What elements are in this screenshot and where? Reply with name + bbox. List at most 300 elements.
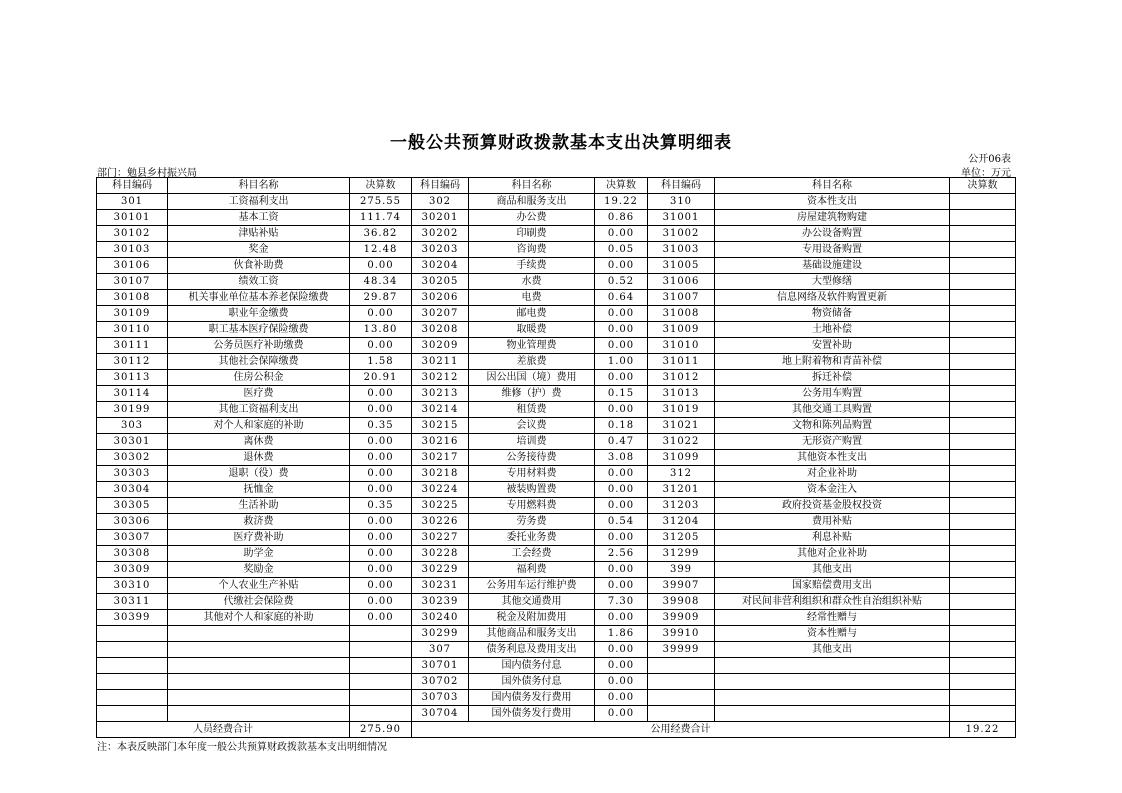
code-cell: 30308 xyxy=(97,546,168,562)
table-row xyxy=(97,642,1016,658)
code-cell: 39908 xyxy=(648,594,715,610)
amount-cell xyxy=(950,242,1016,258)
name-cell xyxy=(168,674,350,690)
amount-cell: 20.91 xyxy=(350,370,412,386)
name-cell: 经常性赠与 xyxy=(715,610,950,626)
name-cell: 住房公积金 xyxy=(168,370,350,386)
code-cell: 30199 xyxy=(97,402,168,418)
amount-cell: 0.00 xyxy=(595,498,648,514)
amount-cell xyxy=(350,674,412,690)
name-cell: 税金及附加费用 xyxy=(469,610,595,626)
code-cell: 31011 xyxy=(648,354,715,370)
amount-cell: 275.55 xyxy=(350,194,412,210)
name-cell xyxy=(168,658,350,674)
amount-cell xyxy=(950,706,1016,722)
name-cell: 委托业务费 xyxy=(469,530,595,546)
personnel-total-label: 人员经费合计 xyxy=(97,722,350,738)
column-header: 科目名称 xyxy=(715,178,950,194)
table-row xyxy=(97,194,1016,210)
code-cell: 31205 xyxy=(648,530,715,546)
code-cell: 30214 xyxy=(412,402,469,418)
name-cell: 公务用车购置 xyxy=(715,386,950,402)
column-header: 科目编码 xyxy=(412,178,469,194)
amount-cell: 0.00 xyxy=(350,306,412,322)
amount-cell xyxy=(950,370,1016,386)
amount-cell: 0.00 xyxy=(350,258,412,274)
code-cell: 30309 xyxy=(97,562,168,578)
code-cell xyxy=(97,642,168,658)
amount-cell: 2.56 xyxy=(595,546,648,562)
table-row xyxy=(97,338,1016,354)
amount-cell xyxy=(950,434,1016,450)
name-cell xyxy=(168,706,350,722)
table-row xyxy=(97,706,1016,722)
code-cell: 312 xyxy=(648,466,715,482)
column-header: 决算数 xyxy=(950,178,1016,194)
name-cell xyxy=(715,658,950,674)
amount-cell: 0.00 xyxy=(350,450,412,466)
code-cell: 30211 xyxy=(412,354,469,370)
code-cell: 31009 xyxy=(648,322,715,338)
amount-cell: 0.00 xyxy=(595,322,648,338)
amount-cell: 0.00 xyxy=(350,466,412,482)
code-cell: 302 xyxy=(412,194,469,210)
name-cell: 被装购置费 xyxy=(469,482,595,498)
column-header: 决算数 xyxy=(595,178,648,194)
code-cell: 30103 xyxy=(97,242,168,258)
amount-cell: 1.00 xyxy=(595,354,648,370)
name-cell: 专用材料费 xyxy=(469,466,595,482)
code-cell: 31006 xyxy=(648,274,715,290)
footnote: 注：本表反映部门本年度一般公共预算财政拨款基本支出明细情况 xyxy=(97,742,387,753)
code-cell: 31007 xyxy=(648,290,715,306)
name-cell: 其他交通费用 xyxy=(469,594,595,610)
table-row xyxy=(97,370,1016,386)
amount-cell: 0.00 xyxy=(595,674,648,690)
amount-cell xyxy=(950,562,1016,578)
code-cell: 30108 xyxy=(97,290,168,306)
code-cell: 303 xyxy=(97,418,168,434)
name-cell: 代缴社会保险费 xyxy=(168,594,350,610)
code-cell: 30701 xyxy=(412,658,469,674)
table-row xyxy=(97,466,1016,482)
amount-cell: 0.00 xyxy=(350,610,412,626)
code-cell: 31021 xyxy=(648,418,715,434)
amount-cell: 0.00 xyxy=(595,402,648,418)
unit-label: 单位：万元 xyxy=(961,168,1011,179)
code-cell: 30306 xyxy=(97,514,168,530)
code-cell: 30209 xyxy=(412,338,469,354)
name-cell: 退职（役）费 xyxy=(168,466,350,482)
code-cell: 30229 xyxy=(412,562,469,578)
code-cell: 30301 xyxy=(97,434,168,450)
code-cell xyxy=(97,706,168,722)
amount-cell: 0.00 xyxy=(350,530,412,546)
name-cell: 奖励金 xyxy=(168,562,350,578)
code-cell: 30203 xyxy=(412,242,469,258)
amount-cell xyxy=(950,658,1016,674)
amount-cell: 0.00 xyxy=(350,546,412,562)
code-cell: 31002 xyxy=(648,226,715,242)
table-row xyxy=(97,530,1016,546)
amount-cell: 0.00 xyxy=(595,610,648,626)
amount-cell xyxy=(350,690,412,706)
amount-cell: 0.00 xyxy=(350,434,412,450)
amount-cell xyxy=(950,386,1016,402)
amount-cell xyxy=(950,530,1016,546)
name-cell: 取暖费 xyxy=(469,322,595,338)
table-row xyxy=(97,354,1016,370)
amount-cell: 7.30 xyxy=(595,594,648,610)
code-cell: 399 xyxy=(648,562,715,578)
code-cell: 39909 xyxy=(648,610,715,626)
name-cell: 其他工资福利支出 xyxy=(168,402,350,418)
name-cell: 政府投资基金股权投资 xyxy=(715,498,950,514)
name-cell: 公务员医疗补助缴费 xyxy=(168,338,350,354)
amount-cell: 0.00 xyxy=(595,578,648,594)
name-cell: 职工基本医疗保险缴费 xyxy=(168,322,350,338)
code-cell xyxy=(648,674,715,690)
code-cell: 30302 xyxy=(97,450,168,466)
amount-cell: 0.54 xyxy=(595,514,648,530)
amount-cell: 36.82 xyxy=(350,226,412,242)
column-header: 科目编码 xyxy=(97,178,168,194)
code-cell: 30310 xyxy=(97,578,168,594)
name-cell: 对企业补助 xyxy=(715,466,950,482)
amount-cell: 12.48 xyxy=(350,242,412,258)
amount-cell: 0.52 xyxy=(595,274,648,290)
name-cell: 工会经费 xyxy=(469,546,595,562)
name-cell: 国家赔偿费用支出 xyxy=(715,578,950,594)
code-cell: 30239 xyxy=(412,594,469,610)
code-cell: 31003 xyxy=(648,242,715,258)
budget-detail-table xyxy=(96,177,1016,738)
code-cell: 30205 xyxy=(412,274,469,290)
amount-cell xyxy=(350,626,412,642)
amount-cell xyxy=(950,546,1016,562)
amount-cell xyxy=(950,338,1016,354)
code-cell: 310 xyxy=(648,194,715,210)
code-cell: 30111 xyxy=(97,338,168,354)
name-cell: 无形资产购置 xyxy=(715,434,950,450)
amount-cell xyxy=(950,402,1016,418)
code-cell: 30305 xyxy=(97,498,168,514)
table-row xyxy=(97,402,1016,418)
name-cell: 信息网络及软件购置更新 xyxy=(715,290,950,306)
amount-cell xyxy=(950,482,1016,498)
name-cell: 国外债务付息 xyxy=(469,674,595,690)
public-total-label: 公用经费合计 xyxy=(412,722,950,738)
name-cell: 助学金 xyxy=(168,546,350,562)
name-cell: 对个人和家庭的补助 xyxy=(168,418,350,434)
table-row xyxy=(97,482,1016,498)
name-cell xyxy=(715,690,950,706)
table-row xyxy=(97,258,1016,274)
code-cell: 30110 xyxy=(97,322,168,338)
name-cell: 物资储备 xyxy=(715,306,950,322)
code-cell: 30101 xyxy=(97,210,168,226)
code-cell: 31008 xyxy=(648,306,715,322)
amount-cell xyxy=(950,306,1016,322)
code-cell: 30224 xyxy=(412,482,469,498)
code-cell: 30201 xyxy=(412,210,469,226)
code-cell xyxy=(97,690,168,706)
name-cell: 奖金 xyxy=(168,242,350,258)
amount-cell: 0.00 xyxy=(350,402,412,418)
name-cell: 个人农业生产补贴 xyxy=(168,578,350,594)
name-cell: 其他支出 xyxy=(715,642,950,658)
table-row xyxy=(97,658,1016,674)
amount-cell xyxy=(950,322,1016,338)
amount-cell: 1.86 xyxy=(595,626,648,642)
code-cell: 30703 xyxy=(412,690,469,706)
amount-cell xyxy=(950,674,1016,690)
code-cell: 30304 xyxy=(97,482,168,498)
name-cell: 其他对企业补助 xyxy=(715,546,950,562)
name-cell: 文物和陈列品购置 xyxy=(715,418,950,434)
column-header: 科目名称 xyxy=(168,178,350,194)
table-row xyxy=(97,578,1016,594)
amount-cell xyxy=(950,450,1016,466)
amount-cell: 0.00 xyxy=(595,258,648,274)
name-cell: 绩效工资 xyxy=(168,274,350,290)
column-header: 科目编码 xyxy=(648,178,715,194)
amount-cell: 0.05 xyxy=(595,242,648,258)
code-cell xyxy=(648,706,715,722)
amount-cell: 0.00 xyxy=(350,482,412,498)
name-cell: 职业年金缴费 xyxy=(168,306,350,322)
code-cell: 30399 xyxy=(97,610,168,626)
name-cell: 办公费 xyxy=(469,210,595,226)
code-cell: 30207 xyxy=(412,306,469,322)
amount-cell xyxy=(950,258,1016,274)
code-cell: 30216 xyxy=(412,434,469,450)
amount-cell xyxy=(950,466,1016,482)
table-row xyxy=(97,290,1016,306)
amount-cell: 19.22 xyxy=(595,194,648,210)
code-cell: 30240 xyxy=(412,610,469,626)
amount-cell xyxy=(950,642,1016,658)
name-cell: 伙食补助费 xyxy=(168,258,350,274)
code-cell: 31019 xyxy=(648,402,715,418)
name-cell: 救济费 xyxy=(168,514,350,530)
page-title: 一般公共预算财政拨款基本支出决算明细表 xyxy=(390,133,732,153)
amount-cell xyxy=(950,498,1016,514)
amount-cell xyxy=(950,194,1016,210)
amount-cell: 0.00 xyxy=(350,562,412,578)
name-cell: 水费 xyxy=(469,274,595,290)
name-cell: 大型修缮 xyxy=(715,274,950,290)
name-cell: 抚恤金 xyxy=(168,482,350,498)
amount-cell: 0.18 xyxy=(595,418,648,434)
name-cell: 办公设备购置 xyxy=(715,226,950,242)
table-row xyxy=(97,274,1016,290)
table-row xyxy=(97,594,1016,610)
amount-cell: 0.15 xyxy=(595,386,648,402)
name-cell: 印刷费 xyxy=(469,226,595,242)
name-cell: 手续费 xyxy=(469,258,595,274)
code-cell: 30106 xyxy=(97,258,168,274)
amount-cell xyxy=(950,690,1016,706)
amount-cell xyxy=(950,610,1016,626)
code-cell: 31203 xyxy=(648,498,715,514)
table-row xyxy=(97,514,1016,530)
name-cell: 其他资本性支出 xyxy=(715,450,950,466)
name-cell: 地上附着物和青苗补偿 xyxy=(715,354,950,370)
department-label: 部门：勉县乡村振兴局 xyxy=(97,168,197,179)
amount-cell: 0.35 xyxy=(350,418,412,434)
amount-cell: 0.47 xyxy=(595,434,648,450)
name-cell: 安置补助 xyxy=(715,338,950,354)
table-row xyxy=(97,610,1016,626)
column-header: 科目名称 xyxy=(469,178,595,194)
name-cell: 租赁费 xyxy=(469,402,595,418)
code-cell: 301 xyxy=(97,194,168,210)
name-cell: 会议费 xyxy=(469,418,595,434)
code-cell: 31010 xyxy=(648,338,715,354)
name-cell: 其他支出 xyxy=(715,562,950,578)
amount-cell: 0.00 xyxy=(595,562,648,578)
name-cell xyxy=(715,706,950,722)
code-cell xyxy=(97,658,168,674)
amount-cell xyxy=(950,354,1016,370)
table-row xyxy=(97,418,1016,434)
name-cell: 培训费 xyxy=(469,434,595,450)
name-cell xyxy=(168,626,350,642)
amount-cell: 0.00 xyxy=(595,658,648,674)
name-cell: 对民间非营利组织和群众性自治组织补贴 xyxy=(715,594,950,610)
amount-cell: 0.00 xyxy=(595,226,648,242)
table-row xyxy=(97,386,1016,402)
name-cell: 离休费 xyxy=(168,434,350,450)
amount-cell: 29.87 xyxy=(350,290,412,306)
amount-cell: 0.00 xyxy=(595,338,648,354)
code-cell: 30114 xyxy=(97,386,168,402)
name-cell: 津贴补贴 xyxy=(168,226,350,242)
amount-cell: 3.08 xyxy=(595,450,648,466)
name-cell: 国内债务发行费用 xyxy=(469,690,595,706)
code-cell: 30228 xyxy=(412,546,469,562)
table-row xyxy=(97,210,1016,226)
code-cell xyxy=(97,626,168,642)
code-cell: 31201 xyxy=(648,482,715,498)
name-cell xyxy=(715,674,950,690)
name-cell: 生活补助 xyxy=(168,498,350,514)
name-cell: 福利费 xyxy=(469,562,595,578)
amount-cell: 0.00 xyxy=(595,530,648,546)
name-cell xyxy=(168,642,350,658)
code-cell: 30202 xyxy=(412,226,469,242)
code-cell: 31005 xyxy=(648,258,715,274)
name-cell: 国外债务发行费用 xyxy=(469,706,595,722)
name-cell: 电费 xyxy=(469,290,595,306)
code-cell: 39910 xyxy=(648,626,715,642)
code-cell: 30107 xyxy=(97,274,168,290)
amount-cell xyxy=(350,642,412,658)
amount-cell: 13.80 xyxy=(350,322,412,338)
name-cell: 拆迁补偿 xyxy=(715,370,950,386)
code-cell: 307 xyxy=(412,642,469,658)
code-cell: 30212 xyxy=(412,370,469,386)
code-cell: 30113 xyxy=(97,370,168,386)
name-cell: 利息补贴 xyxy=(715,530,950,546)
code-cell: 30704 xyxy=(412,706,469,722)
table-row xyxy=(97,562,1016,578)
name-cell: 其他社会保障缴费 xyxy=(168,354,350,370)
amount-cell: 0.00 xyxy=(350,594,412,610)
amount-cell: 1.58 xyxy=(350,354,412,370)
code-cell: 30102 xyxy=(97,226,168,242)
name-cell: 其他商品和服务支出 xyxy=(469,626,595,642)
name-cell: 咨询费 xyxy=(469,242,595,258)
name-cell: 资本性赠与 xyxy=(715,626,950,642)
header-row xyxy=(97,178,1016,194)
name-cell: 维修（护）费 xyxy=(469,386,595,402)
amount-cell xyxy=(950,578,1016,594)
amount-cell xyxy=(950,290,1016,306)
code-cell: 31013 xyxy=(648,386,715,402)
table-row xyxy=(97,498,1016,514)
code-cell: 30217 xyxy=(412,450,469,466)
name-cell: 费用补贴 xyxy=(715,514,950,530)
code-cell: 31204 xyxy=(648,514,715,530)
name-cell: 物业管理费 xyxy=(469,338,595,354)
amount-cell: 0.00 xyxy=(350,578,412,594)
amount-cell xyxy=(950,626,1016,642)
code-cell xyxy=(648,658,715,674)
amount-cell xyxy=(950,594,1016,610)
amount-cell: 0.00 xyxy=(350,338,412,354)
amount-cell: 0.86 xyxy=(595,210,648,226)
totals-row xyxy=(97,722,1016,738)
code-cell: 31099 xyxy=(648,450,715,466)
amount-cell: 0.00 xyxy=(595,306,648,322)
table-row xyxy=(97,674,1016,690)
amount-cell: 0.00 xyxy=(595,690,648,706)
code-cell: 30227 xyxy=(412,530,469,546)
code-cell: 30303 xyxy=(97,466,168,482)
amount-cell xyxy=(350,706,412,722)
code-cell: 30218 xyxy=(412,466,469,482)
amount-cell: 0.00 xyxy=(595,370,648,386)
code-cell: 30231 xyxy=(412,578,469,594)
form-code: 公开06表 xyxy=(968,154,1011,165)
code-cell: 30299 xyxy=(412,626,469,642)
name-cell xyxy=(168,690,350,706)
name-cell: 房屋建筑物购建 xyxy=(715,210,950,226)
name-cell: 因公出国（境）费用 xyxy=(469,370,595,386)
name-cell: 国内债务付息 xyxy=(469,658,595,674)
name-cell: 医疗费 xyxy=(168,386,350,402)
amount-cell xyxy=(350,658,412,674)
code-cell: 30225 xyxy=(412,498,469,514)
name-cell: 其他交通工具购置 xyxy=(715,402,950,418)
table-row xyxy=(97,242,1016,258)
amount-cell xyxy=(950,418,1016,434)
table-row xyxy=(97,434,1016,450)
amount-cell: 0.00 xyxy=(595,482,648,498)
code-cell: 31299 xyxy=(648,546,715,562)
code-cell: 31012 xyxy=(648,370,715,386)
code-cell: 31001 xyxy=(648,210,715,226)
table-row xyxy=(97,322,1016,338)
amount-cell: 0.00 xyxy=(350,386,412,402)
code-cell: 30109 xyxy=(97,306,168,322)
name-cell: 商品和服务支出 xyxy=(469,194,595,210)
amount-cell xyxy=(950,210,1016,226)
amount-cell: 0.00 xyxy=(595,642,648,658)
code-cell: 39999 xyxy=(648,642,715,658)
